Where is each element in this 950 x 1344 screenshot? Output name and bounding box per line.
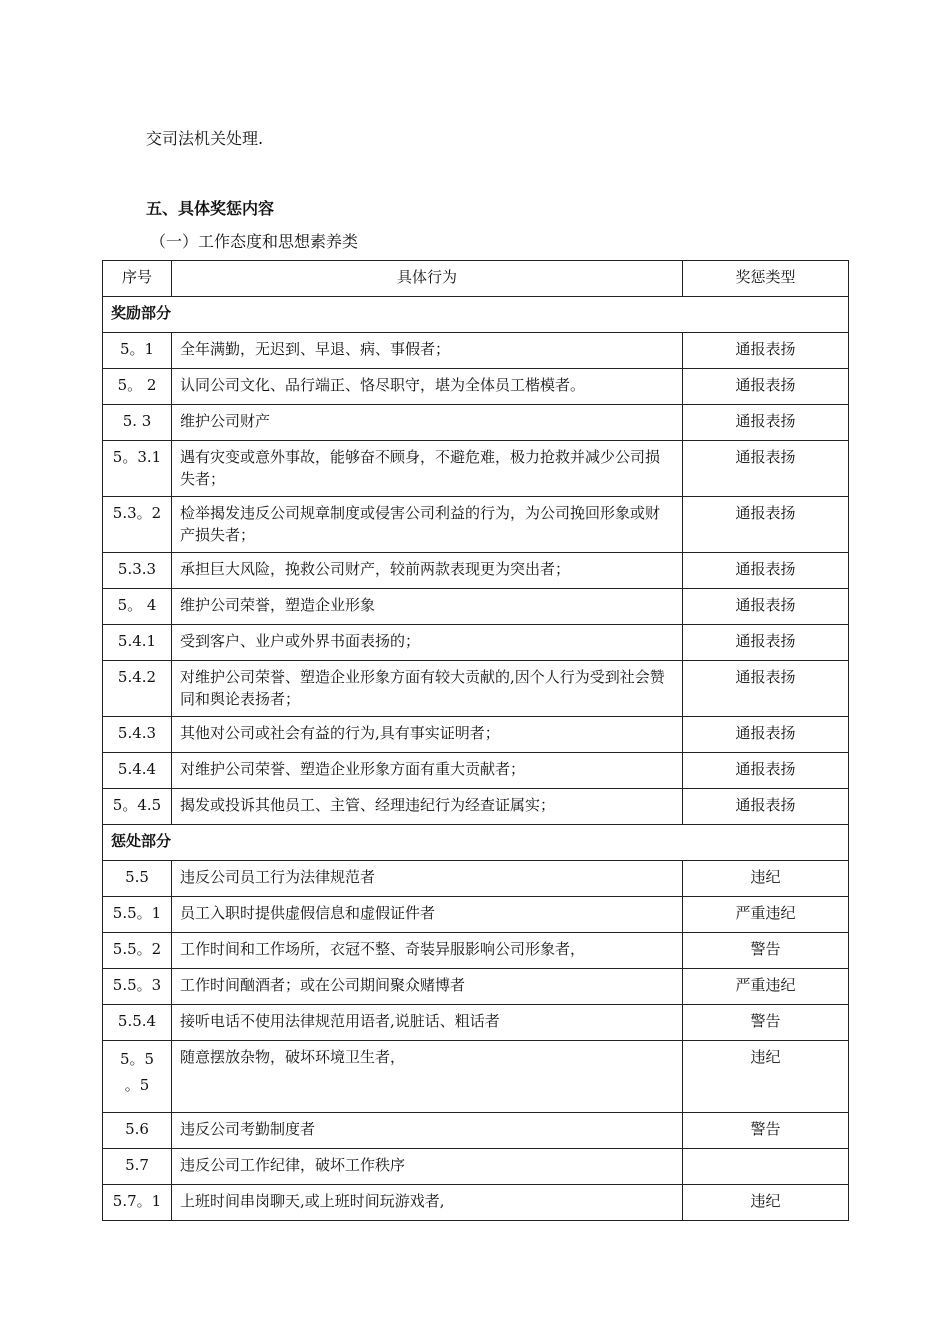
table-row <box>103 369 849 405</box>
row-behavior: 工作时间酗酒者；或在公司期间聚众赌博者 <box>172 969 683 1005</box>
penalty-group-label: 惩处部分 <box>103 825 849 861</box>
table-row <box>103 1185 849 1221</box>
header-behavior: 具体行为 <box>172 261 683 297</box>
row-behavior: 认同公司文化、品行端正、恪尽职守，堪为全体员工楷模者。 <box>172 369 683 405</box>
row-no: 5.7。1 <box>103 1185 172 1221</box>
table-row <box>103 933 849 969</box>
row-no: 5. 3 <box>103 405 172 441</box>
table-row <box>103 405 849 441</box>
row-type: 通报表扬 <box>683 441 849 497</box>
table-row <box>103 861 849 897</box>
row-type: 通报表扬 <box>683 553 849 589</box>
row-type: 通报表扬 <box>683 661 849 717</box>
row-type: 警告 <box>683 1113 849 1149</box>
reward-group-row <box>103 297 849 333</box>
table-row <box>103 441 849 497</box>
row-behavior: 随意摆放杂物，破坏环境卫生者， <box>172 1041 683 1113</box>
row-type: 警告 <box>683 1005 849 1041</box>
table-row <box>103 589 849 625</box>
row-type: 违纪 <box>683 1041 849 1113</box>
header-type: 奖惩类型 <box>683 261 849 297</box>
row-no: 5.5。1 <box>103 897 172 933</box>
row-no: 5.6 <box>103 1113 172 1149</box>
row-type: 违纪 <box>683 1185 849 1221</box>
row-behavior: 遇有灾变或意外事故，能够奋不顾身，不避危难，极力抢救并减少公司损失者； <box>172 441 683 497</box>
table-row <box>103 333 849 369</box>
row-type: 严重违纪 <box>683 897 849 933</box>
row-type: 通报表扬 <box>683 625 849 661</box>
table-row <box>103 753 849 789</box>
row-behavior: 受到客户、业户或外界书面表扬的； <box>172 625 683 661</box>
row-type: 通报表扬 <box>683 717 849 753</box>
table-row <box>103 1113 849 1149</box>
table-row <box>103 1041 849 1113</box>
table-header-row <box>103 261 849 297</box>
row-type: 通报表扬 <box>683 497 849 553</box>
row-no: 5.4.4 <box>103 753 172 789</box>
row-no: 5.3。2 <box>103 497 172 553</box>
row-behavior: 其他对公司或社会有益的行为,具有事实证明者； <box>172 717 683 753</box>
table-row <box>103 717 849 753</box>
table-row <box>103 1149 849 1185</box>
row-no: 5.4.1 <box>103 625 172 661</box>
row-behavior: 上班时间串岗聊天,或上班时间玩游戏者, <box>172 1185 683 1221</box>
row-behavior: 工作时间和工作场所，衣冠不整、奇装异服影响公司形象者， <box>172 933 683 969</box>
row-type: 严重违纪 <box>683 969 849 1005</box>
row-no: 5。 4 <box>103 589 172 625</box>
intro-text: 交司法机关处理. <box>146 129 264 148</box>
row-behavior: 揭发或投诉其他员工、主管、经理违纪行为经查证属实； <box>172 789 683 825</box>
row-no: 5.4.2 <box>103 661 172 717</box>
row-behavior: 违反公司工作纪律，破坏工作秩序 <box>172 1149 683 1185</box>
table-row <box>103 553 849 589</box>
row-no: 5.5。2 <box>103 933 172 969</box>
row-no: 5.3.3 <box>103 553 172 589</box>
row-type: 通报表扬 <box>683 753 849 789</box>
table-row <box>103 789 849 825</box>
row-no: 5.7 <box>103 1149 172 1185</box>
reward-group-label: 奖励部分 <box>103 297 849 333</box>
subsection-heading: （一）工作态度和思想素养类 <box>150 232 359 251</box>
row-type: 通报表扬 <box>683 589 849 625</box>
row-no: 5。 2 <box>103 369 172 405</box>
row-no: 5.5。3 <box>103 969 172 1005</box>
row-type: 通报表扬 <box>683 789 849 825</box>
row-type: 警告 <box>683 933 849 969</box>
row-behavior: 接听电话不使用法律规范用语者,说脏话、粗话者 <box>172 1005 683 1041</box>
row-no: 5。4.5 <box>103 789 172 825</box>
table-row <box>103 1005 849 1041</box>
row-type: 通报表扬 <box>683 369 849 405</box>
row-no: 5.4.3 <box>103 717 172 753</box>
header-no: 序号 <box>103 261 172 297</box>
row-no: 5。5 。5 <box>103 1041 172 1113</box>
table-row <box>103 625 849 661</box>
row-no: 5。1 <box>103 333 172 369</box>
table-row <box>103 661 849 717</box>
row-behavior: 员工入职时提供虚假信息和虚假证件者 <box>172 897 683 933</box>
row-behavior: 全年满勤，无迟到、早退、病、事假者； <box>172 333 683 369</box>
row-behavior: 承担巨大风险，挽救公司财产，较前两款表现更为突出者； <box>172 553 683 589</box>
row-behavior: 维护公司荣誉，塑造企业形象 <box>172 589 683 625</box>
section-heading: 五、具体奖惩内容 <box>146 199 275 218</box>
row-type <box>683 1149 849 1185</box>
row-behavior: 对维护公司荣誉、塑造企业形象方面有重大贡献者； <box>172 753 683 789</box>
table-row <box>103 497 849 553</box>
row-no: 5.5.4 <box>103 1005 172 1041</box>
row-no: 5.5 <box>103 861 172 897</box>
row-behavior: 检举揭发违反公司规章制度或侵害公司利益的行为，为公司挽回形象或财产损失者； <box>172 497 683 553</box>
rewards-penalties-table <box>102 260 849 1221</box>
row-behavior: 维护公司财产 <box>172 405 683 441</box>
row-type: 通报表扬 <box>683 333 849 369</box>
row-behavior: 违反公司员工行为法律规范者 <box>172 861 683 897</box>
table-row <box>103 969 849 1005</box>
row-behavior: 对维护公司荣誉、塑造企业形象方面有较大贡献的,因个人行为受到社会赞同和舆论表扬者； <box>172 661 683 717</box>
penalty-group-row <box>103 825 849 861</box>
row-behavior: 违反公司考勤制度者 <box>172 1113 683 1149</box>
table-row <box>103 897 849 933</box>
row-no: 5。3.1 <box>103 441 172 497</box>
row-type: 通报表扬 <box>683 405 849 441</box>
row-type: 违纪 <box>683 861 849 897</box>
